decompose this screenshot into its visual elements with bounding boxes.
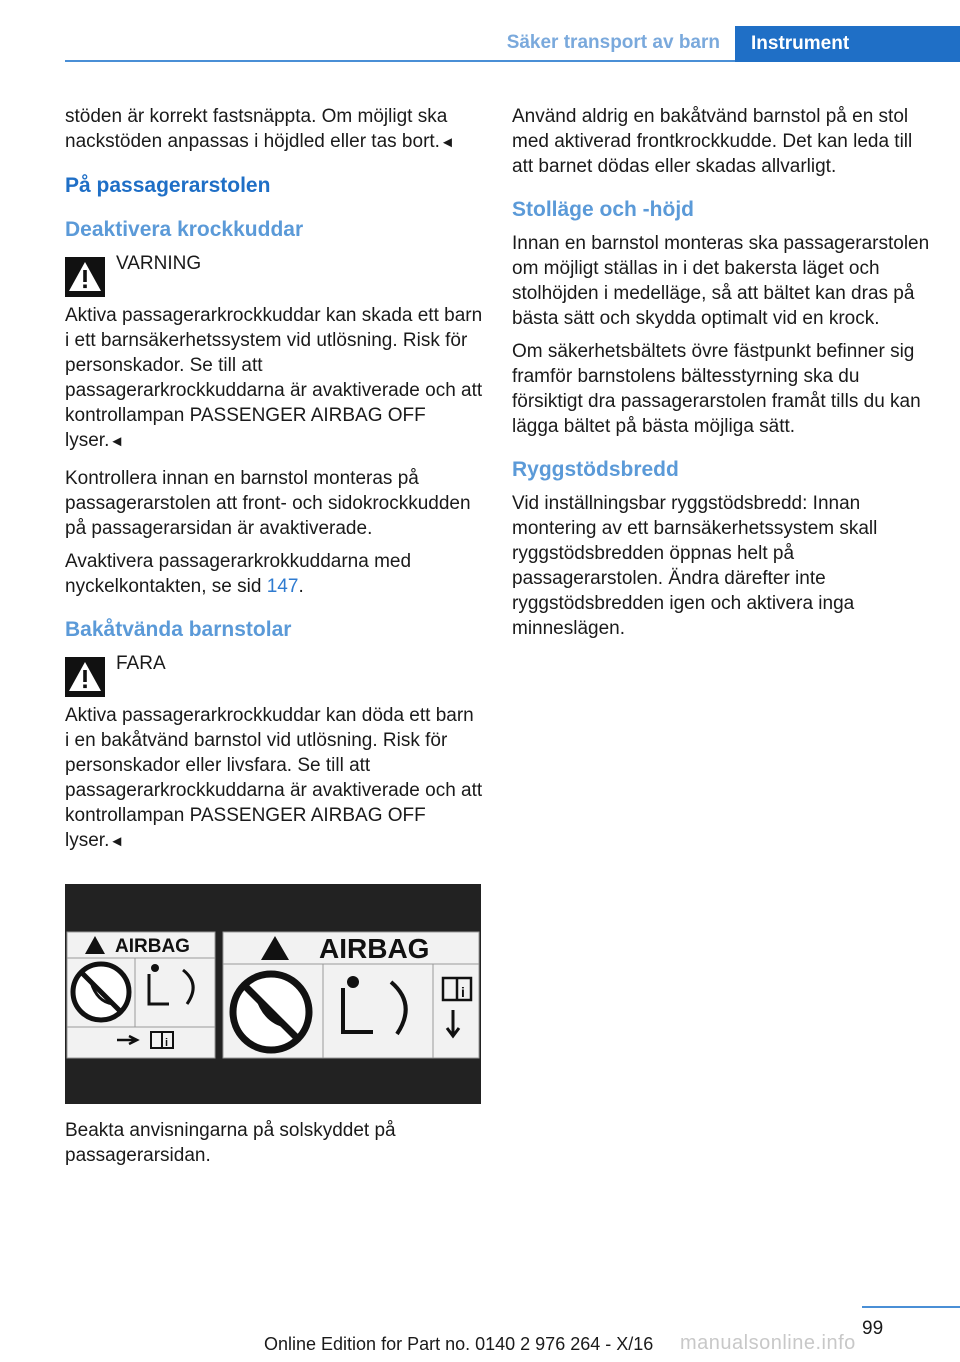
warning-block xyxy=(65,251,483,454)
danger-block xyxy=(65,651,483,854)
airbag-label-small-text: AIRBAG xyxy=(115,936,190,957)
danger-text xyxy=(65,703,483,854)
heading-seat-position: Stolläge och -höjd xyxy=(512,198,694,221)
check-paragraph: Kontrollera innan en barnstol monteras på passagerarstolen att front- och sidokrockkudden på passagerarsidan är avaktiverade. xyxy=(65,468,471,539)
end-mark: ◄ xyxy=(109,833,125,850)
position-paragraph-2: Om säkerhetsbältets övre fästpunkt befinner sig framför barnstolens bältesstyrning ska du försiktigt dra passagerarstolen framåt tills du kan lägga bältet på bästa möjliga sätt. xyxy=(512,341,921,437)
page-header xyxy=(65,26,960,62)
svg-text:i: i xyxy=(165,1037,169,1049)
left-column xyxy=(65,104,483,1176)
heading-backrest-width: Ryggstödsbredd xyxy=(512,458,679,481)
heading-deactivate-airbags: Deaktivera krockkuddar xyxy=(65,218,304,241)
intro-paragraph xyxy=(65,104,483,155)
warning-triangle-icon xyxy=(65,257,105,297)
never-paragraph: Använd aldrig en bakåtvänd barnstol på en stol med aktiverad frontkrockkudde. Det kan leda till att barnet dödas eller skadas allvarligt. xyxy=(512,106,913,177)
airbag-label-figure xyxy=(65,884,481,1104)
edition-text: Online Edition for Part no. 0140 2 976 264 - X/16 xyxy=(264,1334,654,1354)
no-child-seat-icon xyxy=(73,964,129,1020)
warning-triangle-icon xyxy=(65,657,105,697)
footer-rule xyxy=(862,1306,960,1308)
svg-text:i: i xyxy=(461,984,465,1000)
heading-passenger-seat: På passagerarstolen xyxy=(65,174,271,197)
section-name: Säker transport av barn xyxy=(506,32,720,53)
danger-title: FARA xyxy=(116,653,166,674)
right-column xyxy=(512,104,930,649)
danger-text-body: Aktiva passagerarkrockkuddar kan döda ett barn i en bakåtvänd barnstol vid utlösning. Risk för personskador eller livsfara. Se till att passagerarkrockkuddarna är avaktiverade och att kontrollampan PASSENGER AIRBAG OFF lyser. xyxy=(65,705,483,851)
backrest-paragraph: Vid inställningsbar ryggstödsbredd: Innan montering av ett barnsäkerhetssystem skall ryggstödsbredden öppnas helt på passagerarstolen. Ändra därefter inte ryggstödsbredden igen och aktivera inga minneslägen. xyxy=(512,493,878,639)
warning-text xyxy=(65,303,483,454)
end-mark: ◄ xyxy=(439,134,455,151)
watermark-text: manualsonline.info xyxy=(680,1332,856,1354)
no-child-seat-icon xyxy=(233,974,309,1050)
deactivate-text-end: . xyxy=(298,576,304,597)
deactivate-paragraph xyxy=(65,549,483,599)
page-number: 99 xyxy=(862,1318,884,1339)
page-link[interactable]: 147 xyxy=(266,576,299,597)
warning-title: VARNING xyxy=(116,253,202,274)
warning-text-body: Aktiva passagerarkrockkuddar kan skada ett barn i ett barnsäkerhetssystem vid utlösning. Risk för personskador. Se till att passagerarkrockkuddarna är avaktiverade och att kontrollampan PASSENGER AIRBAG OFF lyser. xyxy=(65,305,483,451)
intro-text: stöden är korrekt fastsnäppta. Om möjligt ska nackstöden anpassas i höjdled eller tas bort. xyxy=(65,106,448,152)
heading-rear-facing: Bakåtvända barnstolar xyxy=(65,618,292,641)
large-airbag-label xyxy=(223,932,479,1058)
position-paragraph-1: Innan en barnstol monteras ska passagerarstolen om möjligt ställas in i det bakersta läget och stolhöjden i medelläge, så att bältet kan dras på bästa sätt och skydda optimalt vid en krock. xyxy=(512,233,930,329)
end-mark: ◄ xyxy=(109,433,125,450)
chapter-tab[interactable]: Instrument xyxy=(735,26,960,62)
deactivate-text: Avaktivera passagerarkrokkuddarna med nyckelkontakten, se sid xyxy=(65,551,412,597)
small-airbag-label xyxy=(67,932,215,1058)
airbag-label-large-text: AIRBAG xyxy=(319,933,430,964)
figure-caption: Beakta anvisningarna på solskyddet på passagerarsidan. xyxy=(65,1120,396,1166)
airbag-label-illustration xyxy=(65,884,481,1104)
header-rule xyxy=(65,60,735,62)
